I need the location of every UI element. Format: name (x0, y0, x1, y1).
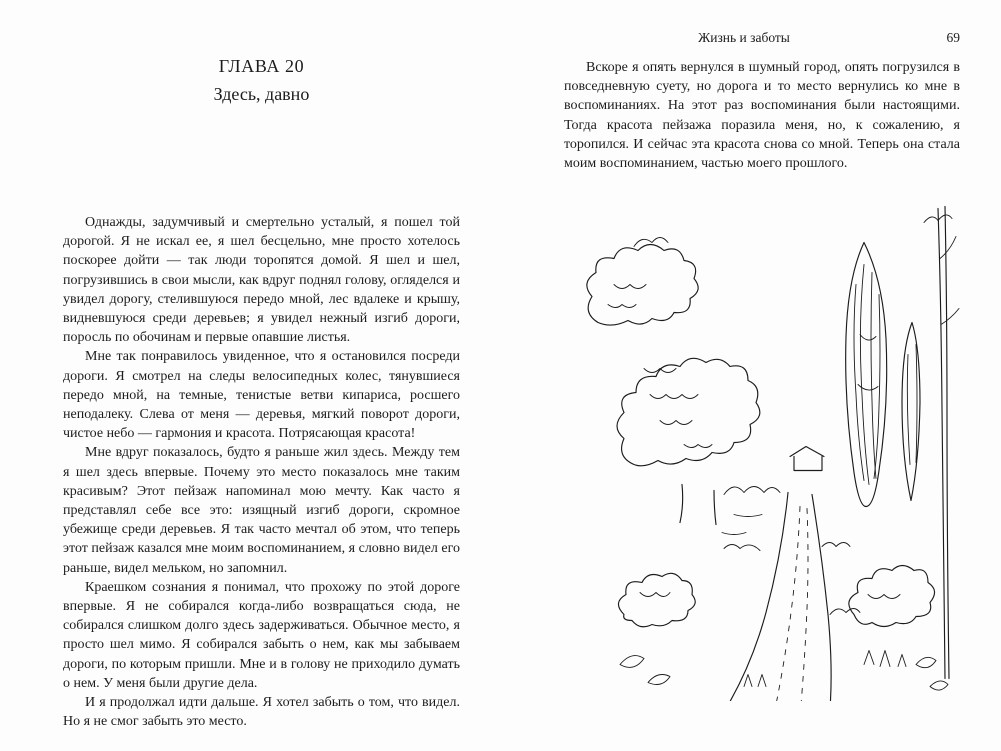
chapter-title: Здесь, давно (213, 84, 310, 104)
paragraph: Вскоре я опять вернулся в шумный город, опять погрузился в повседневную суету, но дорога и то место вернулись ко мне в воспоминаниях. На этот раз воспоминания были настоящими. Тогда красота пейзажа поразила меня, но, к сожалению, я торопился. И сейчас эта красота снова со мной. Теперь она стала моим воспоминанием, частью моего прошлого. (564, 60, 960, 172)
page-number: 69 (946, 30, 960, 45)
paragraph: Краешком сознания я понимал, что прохожу по этой дороге впервые. Я не собирался когда-либо возвращаться сюда, не собирался слишком долго здесь задерживаться. Обычное место, я просто шел мимо. Я собирался забыть о нем, как мы забываем дороги, по которым пришли. Мне и в голову не приходило думать о нем. У меня были другие дела. (63, 579, 460, 691)
right-page (500, 0, 1001, 751)
running-head-row (564, 30, 960, 48)
ink-sketch-svg (564, 193, 960, 701)
paragraph: И я продолжал идти дальше. Я хотел забыть о том, что видел. Но я не смог забыть это место. (63, 695, 460, 730)
left-page-text (63, 213, 460, 731)
paragraph: Мне так понравилось увиденное, что я остановился посреди дороги. Я смотрел на следы велосипедных колес, тянувшиеся передо мной, на темные, тенистые ветви кипариса, росшего неподалеку. Слева от меня — деревья, мягкий поворот дороги, чистое небо — гармония и красота. Потрясающая красота! (63, 349, 460, 442)
running-head: Жизнь и заботы (698, 30, 790, 45)
right-page-text (564, 58, 960, 173)
paragraph: Однажды, задумчивый и смертельно усталый, я пошел той дорогой. Я не искал ее, я шел бесцельно, мне просто хотелось поскорее дойти — так люди торопятся домой. Я шел и шел, погрузившись в свои мысли, как вдруг поднял голову, огляделся и увидел дорогу, стелившуюся передо мной, лес вдалеке и крышу, видневшуюся среди деревьев; я увидел нежный изгиб дороги, поросль по обочинам и первые опавшие листья. (63, 215, 460, 346)
paragraph: Мне вдруг показалось, будто я раньше жил здесь. Между тем я шел здесь впервые. Почему это место показалось мне таким красивым? Этот пейзаж напоминал мою мечту. Как часто я представлял себе все это: изящный изгиб дороги, скромное убежище среди деревьев. Я так часто мечтал об этом, что теперь этот пейзаж казался мне моим воспоминанием, я словно видел его раньше, видел мельком, но запомнил. (63, 445, 460, 576)
chapter-head (63, 56, 460, 105)
chapter-number: ГЛАВА 20 (218, 56, 305, 76)
left-page (0, 0, 500, 751)
landscape-illustration (564, 193, 960, 701)
